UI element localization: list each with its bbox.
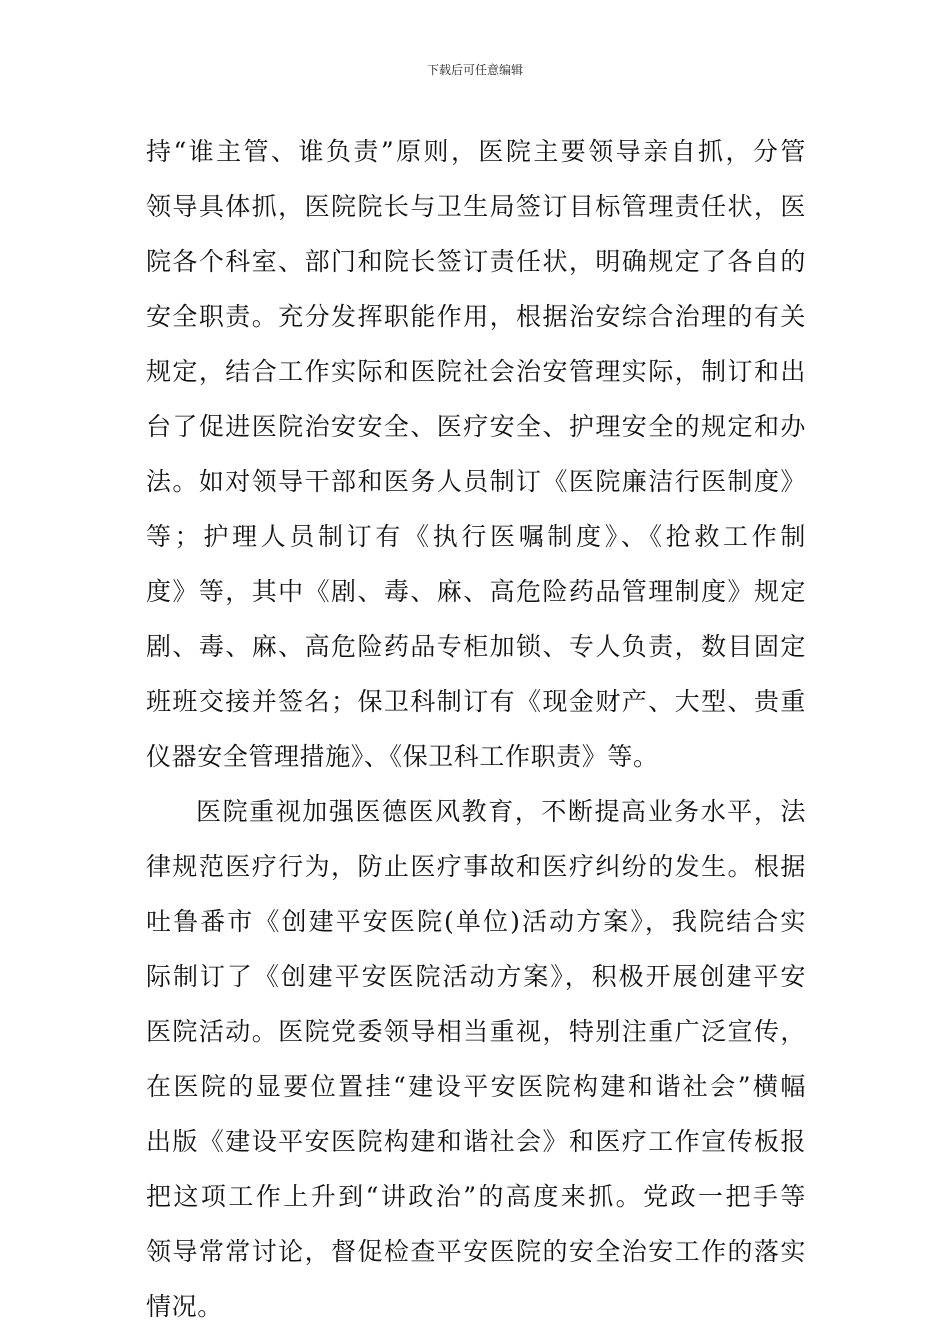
paragraph-1-line: 持“谁主管、谁负责”原则，医院主要领导亲自抓，分管 [146,137,806,166]
paragraph-1-line: 班班交接并签名；保卫科制订有《现金财产、大型、贵重 [146,687,806,716]
paragraph-2-line: 医院活动。医院党委领导相当重视，特别注重广泛宣传， [146,1017,806,1046]
paragraph-1-line: 剧、毒、麻、高危险药品专柜加锁、专人负责，数目固定 [146,632,806,661]
paragraph-2-line: 出版《建设平安医院构建和谐社会》和医疗工作宣传板报 [146,1127,806,1156]
paragraph-2-line: 把这项工作上升到“讲政治”的高度来抓。党政一把手等 [146,1182,806,1211]
document-body [146,124,806,1334]
paragraph-1-line: 台了促进医院治安安全、医疗安全、护理安全的规定和办 [146,412,806,441]
page-header: 下载后可任意编辑 [426,63,523,77]
paragraph-1-line: 领导具体抓，医院院长与卫生局签订目标管理责任状，医 [146,192,806,221]
paragraph-2-line: 际制订了《创建平安医院活动方案》，积极开展创建平安 [146,962,806,991]
paragraph-2-line: 领导常常讨论，督促检查平安医院的安全治安工作的落实 [146,1237,806,1266]
paragraph-2-line: 律规范医疗行为，防止医疗事故和医疗纠纷的发生。根据 [146,852,806,881]
paragraph-1-line: 度》等，其中《剧、毒、麻、高危险药品管理制度》规定 [146,577,806,606]
paragraph-1-line: 安全职责。充分发挥职能作用，根据治安综合治理的有关 [146,302,806,331]
paragraph-2-line: 情况。 [146,1292,223,1321]
paragraph-1-line: 仪器安全管理措施》、《保卫科工作职责》等。 [146,742,659,771]
paragraph-1-line: 院各个科室、部门和院长签订责任状，明确规定了各自的 [146,247,806,276]
paragraph-1-line: 等；护理人员制订有《执行医嘱制度》、《抢救工作制 [146,522,806,551]
paragraph-1-line: 法。如对领导干部和医务人员制订《医院廉洁行医制度》 [146,467,806,496]
paragraph-2-line: 吐鲁番市《创建平安医院(单位)活动方案》，我院结合实 [146,907,806,936]
paragraph-1-line: 规定，结合工作实际和医院社会治安管理实际，制订和出 [146,357,806,386]
paragraph-2-line: 在医院的显要位置挂“建设平安医院构建和谐社会”横幅 [146,1072,806,1101]
paragraph-2-line: 医院重视加强医德医风教育，不断提高业务水平，法 [196,797,806,826]
